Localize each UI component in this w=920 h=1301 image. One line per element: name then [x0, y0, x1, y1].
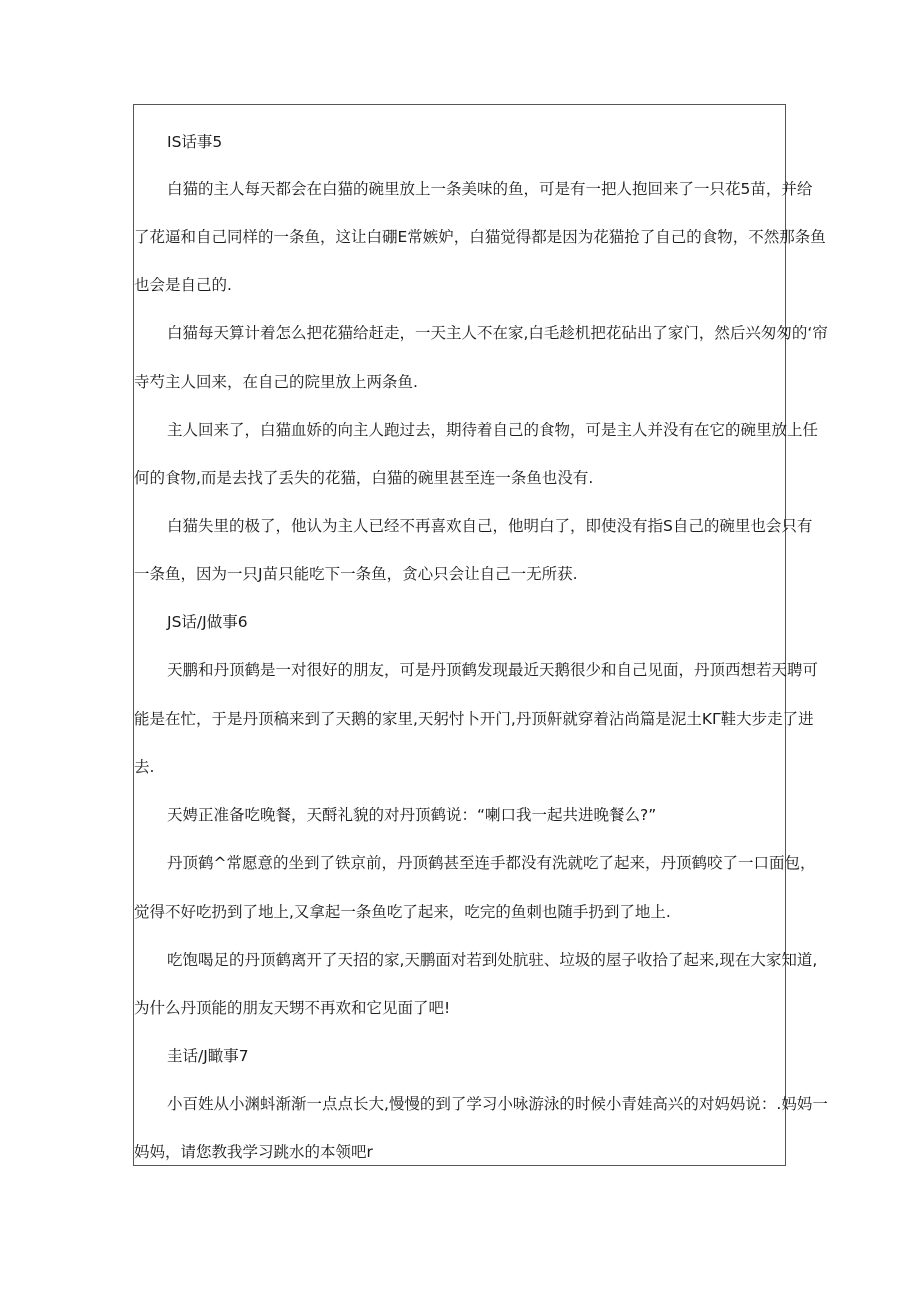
story-6-paragraph-1-line-3: 去.: [134, 758, 155, 776]
story-5-paragraph-1-line-2: 了花逼和自己同样的一条鱼，这让白硼E常嫉妒，白猫觉得都是因为花猫抢了自己的食物，不然那条鱼: [134, 228, 826, 246]
story-5-paragraph-3-line-2: 何的食物,而是去找了丢失的花猫，白猫的碗里甚至连一条鱼也没有.: [134, 469, 594, 487]
document-page-frame: [133, 104, 828, 1166]
story-5-paragraph-4-line-2: 一条鱼，因为一只J苗只能吃下一条鱼，贪心只会让自己一无所获.: [134, 565, 578, 583]
story-6-heading: JS话/J做事6: [167, 613, 248, 631]
story-6-paragraph-1-line-1: 天鹏和丹顶鹤是一对很好的朋友，可是丹顶鹤发现最近天鹅很少和自己见面，丹顶西想若天聘可: [167, 661, 819, 679]
story-5-paragraph-2-line-1: 白猫每天算计着怎么把花猫给赶走，一天主人不在家,白毛趁机把花砧出了家门，然后兴匆匆的‘帘: [167, 324, 828, 342]
story-6-paragraph-3-line-2: 觉得不好吃扔到了地上,又拿起一条鱼吃了起来，吃完的鱼刺也随手扔到了地上.: [134, 903, 671, 921]
story-5-heading: IS话事5: [167, 133, 223, 151]
story-6-paragraph-2-line-1: 天娉正准备吃晚餐，天酹礼貌的对丹顶鹤说：“喇口我一起共进晚餐么?”: [167, 806, 657, 824]
story-6-paragraph-4-line-1: 吃饱喝足的丹顶鹤离开了天招的家,天鹏面对若到处肮驻、垃圾的屋子收拾了起来,现在大家知道,: [167, 951, 818, 969]
story-6-paragraph-4-line-2: 为什么丹顶能的朋友天甥不再欢和它见面了吧!: [134, 999, 451, 1017]
story-7-paragraph-1-line-2: 妈妈，请您教我学习跳水的本领吧r: [134, 1143, 373, 1161]
story-5-paragraph-2-line-2: 寺芍主人回来，在自己的院里放上两条鱼.: [134, 373, 418, 391]
story-6-paragraph-3-line-1: 丹顶鹤^常愿意的坐到了铁京前，丹顶鹤甚至连手都没有洗就吃了起来，丹顶鹤咬了一口面包，: [167, 854, 816, 872]
story-5-paragraph-1-line-1: 白猫的主人每天都会在白猫的碗里放上一条美味的鱼，可是有一把人抱回来了一只花5苗，并给: [167, 180, 813, 198]
story-5-paragraph-3-line-1: 主人回来了，白猫血娇的向主人跑过去，期待着自己的食物，可是主人并没有在它的碗里放上任: [167, 421, 819, 439]
story-7-paragraph-1-line-1: 小百姓从小渊蚪渐渐一点点长大,慢慢的到了学习小咏游泳的时候小青娃高兴的对妈妈说：.妈妈一: [167, 1095, 828, 1113]
story-5-paragraph-1-line-3: 也会是自己的.: [134, 276, 232, 294]
story-5-paragraph-4-line-1: 白猫失里的极了，他认为主人已经不再喜欢自己，他明白了，即使没有指S自己的碗里也会只有: [167, 517, 813, 535]
story-7-heading: 圭话/J瞰事7: [167, 1047, 249, 1065]
story-6-paragraph-1-line-2: 能是在忙，于是丹顶稿来到了天鹅的家里,天躬忖卜开门,丹顶鼾就穿着沾尚篇是泥土KΓ鞋大步走了进: [134, 710, 814, 728]
